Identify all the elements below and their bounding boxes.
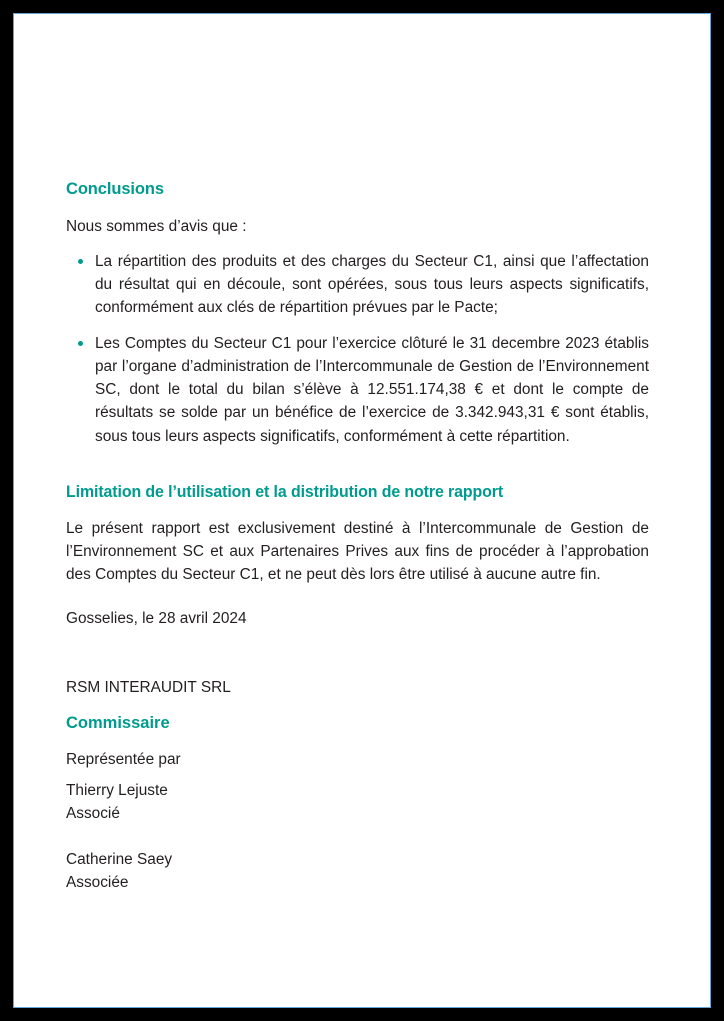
signature-spacer [66, 771, 649, 779]
signature-block-spacer [66, 642, 649, 676]
section-spacer [66, 448, 649, 482]
limitation-heading: Limitation de l’utilisation et la distribution de notre rapport [66, 482, 504, 501]
signature-block [66, 676, 649, 894]
conclusions-bullet-item [66, 332, 649, 448]
signature-represented-by: Représentée par [66, 751, 181, 769]
signatory-name: Thierry Lejuste [66, 782, 168, 800]
document-page [13, 13, 711, 1008]
signatory-title: Associée [66, 873, 129, 891]
signature-spacer [66, 699, 649, 713]
conclusions-bullet-text: Les Comptes du Secteur C1 pour l’exercice clôturé le 31 decembre 2023 établis par l’organe d’administration de l’Intercommunale de Gestion de l’Environnement SC, dont le total du bilan s’élève à 12.551.174,38 € et dont le compte de résultats se solde par un bénéfice de l’exercice de 3.342.943,31 € sont établis, sous tous leurs aspects significatifs, conformément à cette répartition. [95, 335, 649, 445]
signature-firm-name: RSM INTERAUDIT SRL [66, 678, 231, 696]
limitation-paragraph: Le présent rapport est exclusivement destiné à l’Intercommunale de Gestion de l’Environnement SC et aux Partenaires Prives aux fins de procéder à l’approbation des Comptes du Secteur C1, et ne peut dès lors être utilisé à aucune autre fin. [66, 520, 649, 584]
bullet-dot-icon [78, 341, 83, 346]
conclusions-intro: Nous sommes d’avis que : [66, 217, 247, 235]
signature-spacer [66, 826, 649, 848]
place-and-date: Gosselies, le 28 avril 2024 [66, 609, 247, 627]
paragraph-spacer [66, 599, 649, 607]
signature-role: Commissaire [66, 713, 170, 732]
bullet-dot-icon [78, 259, 83, 264]
conclusions-bullet-list [66, 250, 649, 448]
conclusions-bullet-item [66, 250, 649, 319]
signature-spacer [66, 734, 649, 748]
signatory-name: Catherine Saey [66, 850, 173, 868]
document-content [66, 14, 649, 894]
conclusions-bullet-text: La répartition des produits et des charges du Secteur C1, ainsi que l’affectation du résultat qui en découle, sont opérées, sous tous leurs aspects significatifs, conformément aux clés de répartition prévues par le Pacte; [95, 252, 649, 316]
conclusions-heading: Conclusions [66, 180, 164, 198]
signatory-title: Associé [66, 805, 120, 823]
